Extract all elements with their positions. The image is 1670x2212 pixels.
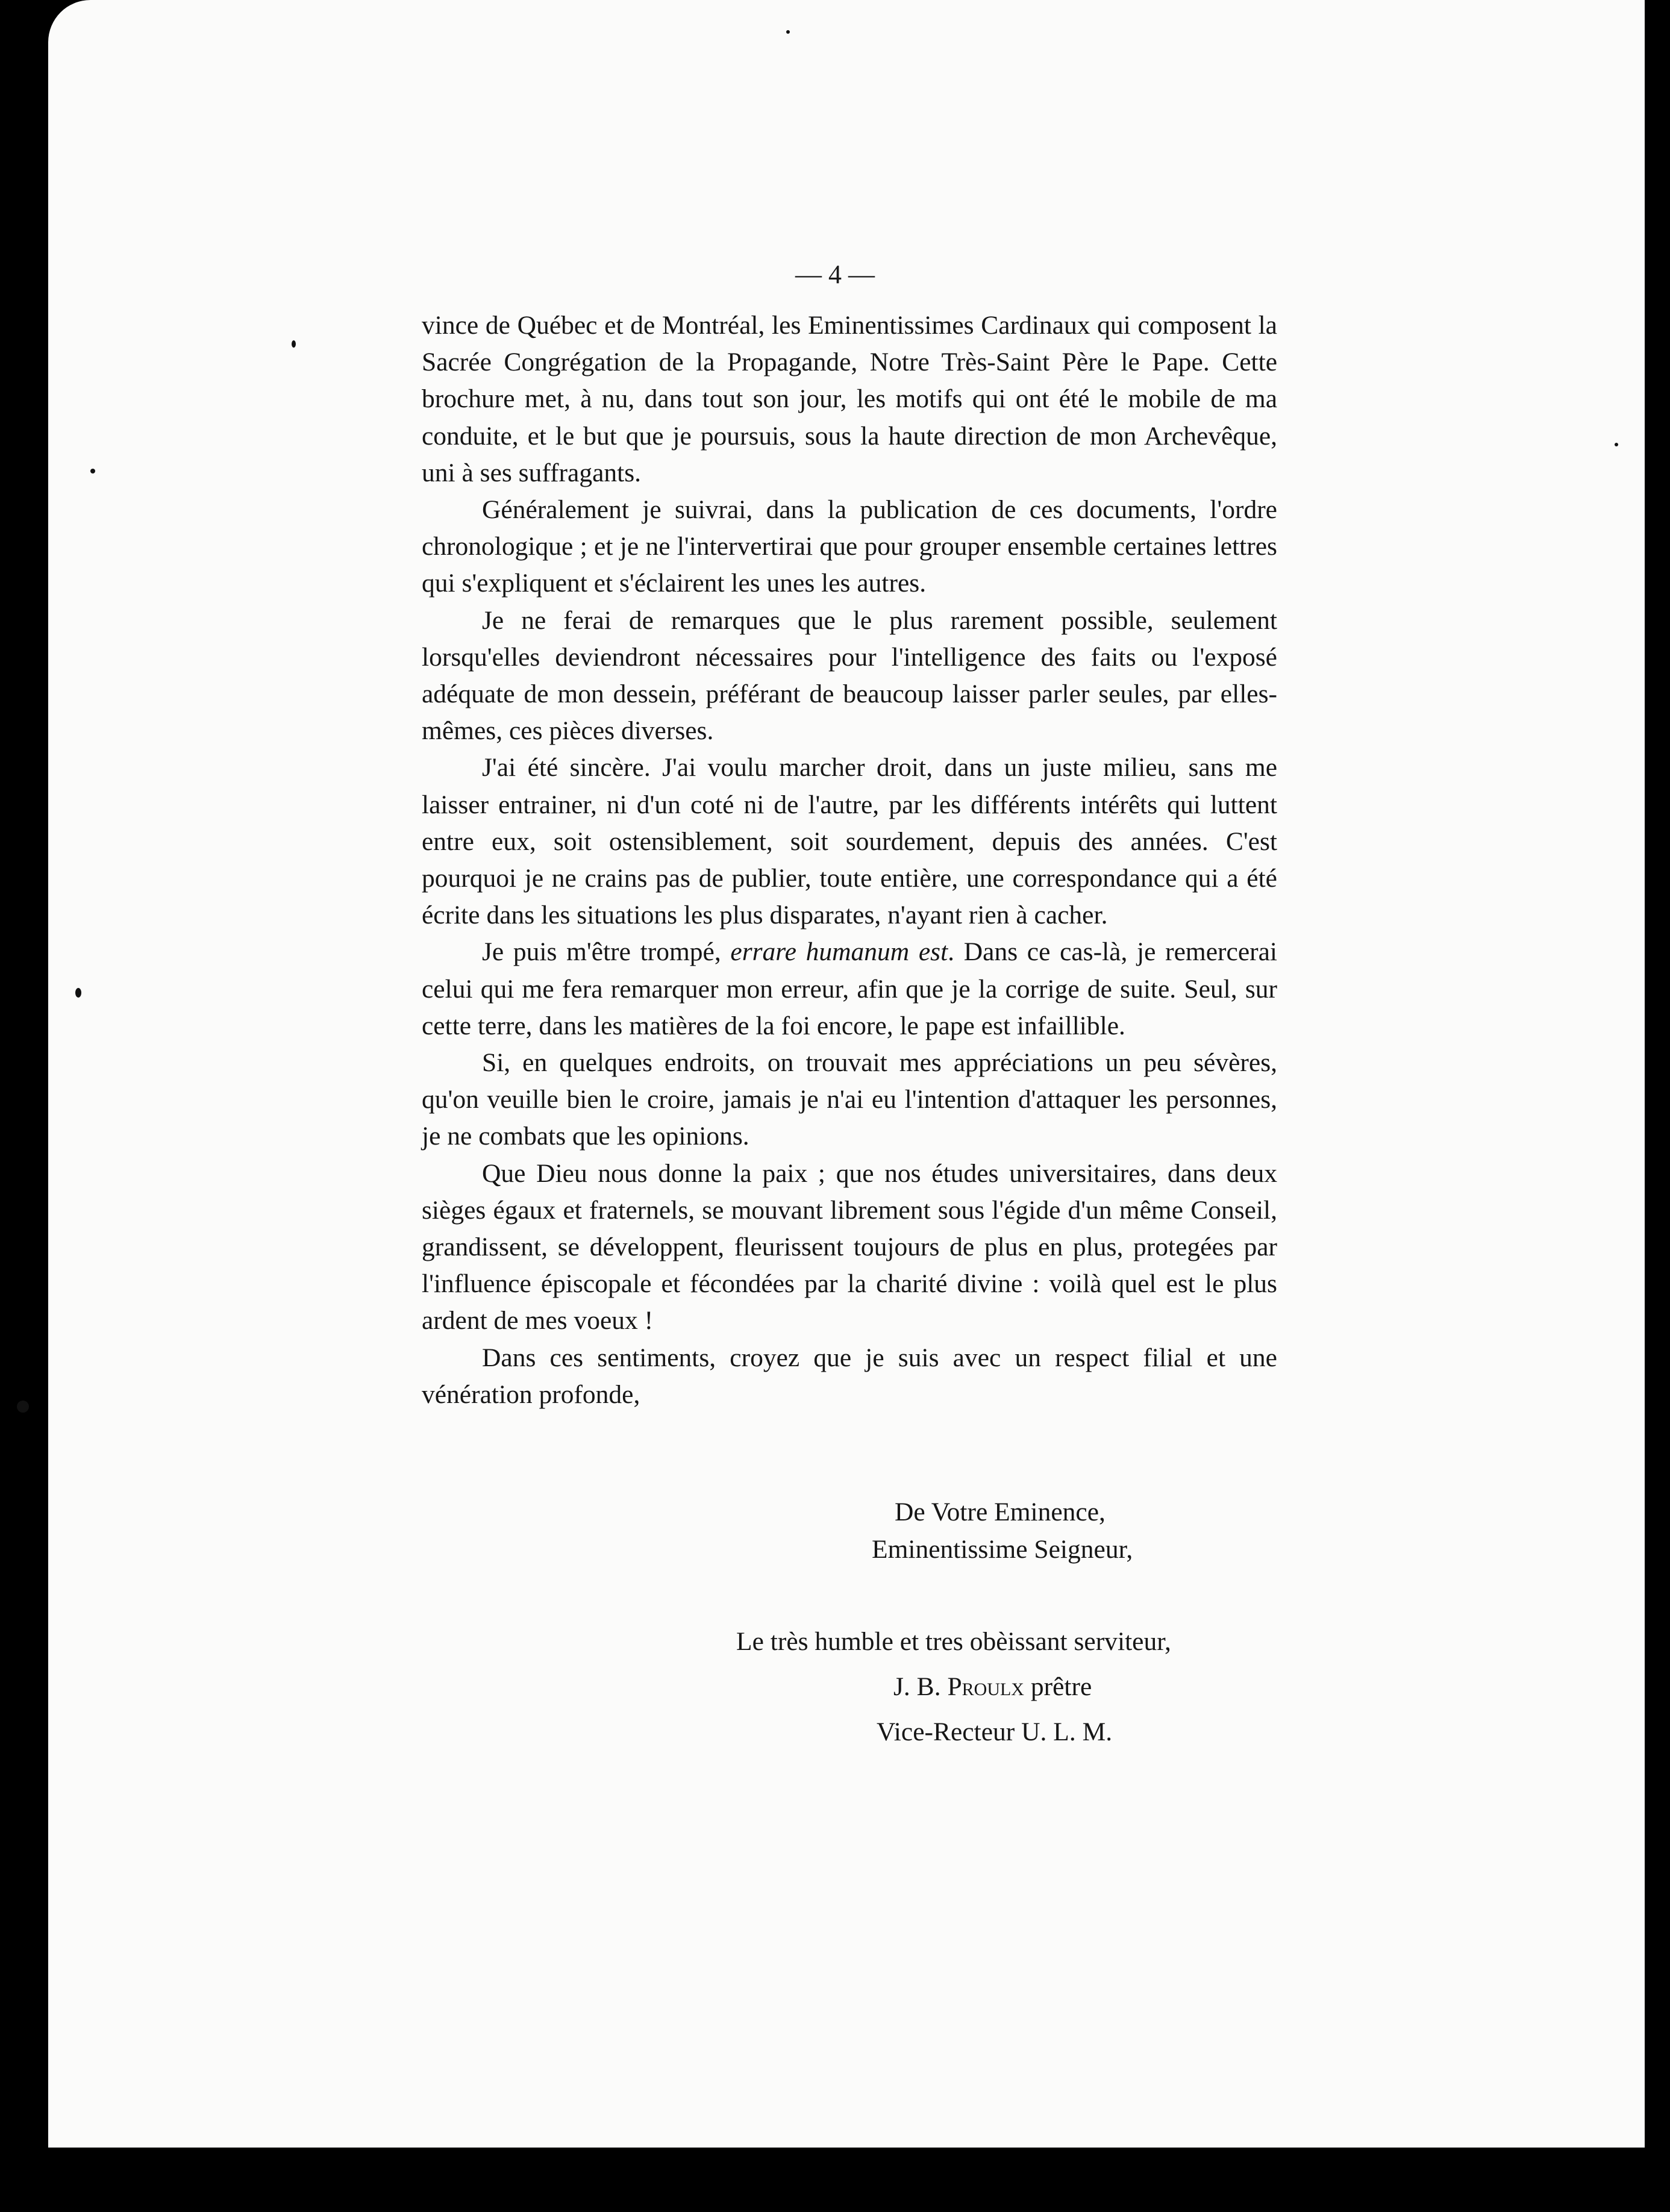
signature-title: prêtre xyxy=(1030,1672,1092,1701)
paragraph-text: vince de Québec et de Montréal, les Eminentissimes Cardinaux qui composent la Sacrée Congrégation de la Propagande, Notre Très-Saint Père le Pape. Cette brochure met, à nu, dans tout son jour, les motifs qui ont été le mobile de ma conduite, et le but que je poursuis, sous la haute direction de mon Archevêque, uni à ses suffragants. xyxy=(422,311,1277,487)
servant-line: Le très humble et tres obèissant serviteur, xyxy=(736,1627,1171,1656)
paragraph-text: . Dans ce cas-là, je remercerai celui qui me fera remarquer mon erreur, afin que je la corrige de suite. Seul, sur cette terre, dans les matières de la foi encore, le pape est infaillible. xyxy=(422,937,1278,1040)
scan-speck xyxy=(292,340,296,348)
scan-speck xyxy=(17,1401,29,1413)
paragraph xyxy=(422,934,1277,1045)
latin-phrase: errare humanum est xyxy=(730,937,948,967)
letter-body xyxy=(422,307,1277,1413)
paragraph xyxy=(422,492,1277,602)
signature xyxy=(893,1672,1092,1702)
paragraph xyxy=(422,602,1277,750)
paragraph-text: Je puis m'être trompé, xyxy=(482,937,731,967)
paragraph xyxy=(422,1340,1277,1413)
paragraph xyxy=(422,1045,1277,1155)
paragraph-text: Dans ces sentiments, croyez que je suis avec un respect filial et une vénération profonde, xyxy=(422,1343,1277,1409)
paragraph xyxy=(422,749,1277,934)
salutation-line: De Votre Eminence, xyxy=(895,1498,1106,1526)
scan-speck xyxy=(1615,443,1618,446)
signatory-position: Vice-Recteur U. L. M. xyxy=(877,1717,1113,1746)
paragraph-text: Que Dieu nous donne la paix ; que nos études universitaires, dans deux sièges égaux et fraternels, se mouvant librement sous l'égide d'un même Conseil, grandissent, se développent, fleurissent toujours de plus en plus, protegées par l'influence épiscopale et fécondées par la charité divine : voilà quel est le plus ardent de mes voeux ! xyxy=(422,1158,1277,1336)
paragraph-text: Si, en quelques endroits, on trouvait mes appréciations un peu sévères, qu'on veuille bien le croire, jamais je n'ai eu l'intention d'attaquer les personnes, je ne combats que les opinions. xyxy=(422,1048,1277,1151)
paragraph xyxy=(422,307,1277,492)
salutation-line: Eminentissime Seigneur, xyxy=(872,1535,1133,1564)
paragraph-text: J'ai été sincère. J'ai voulu marcher droit, dans un juste milieu, sans me laisser entrainer, ni d'un coté ni de l'autre, par les différents intérêts qui luttent entre eux, soit ostensiblement, soit sourdement, depuis des années. C'est pourquoi je ne crains pas de publier, toute entière, une correspondance qui a été écrite dans les situations les plus disparates, n'ayant rien à cacher. xyxy=(422,753,1277,930)
page-number: — 4 — xyxy=(795,260,875,289)
scan-speck xyxy=(75,988,81,998)
signature-initials: J. B. xyxy=(893,1672,941,1701)
paragraph-text: Généralement je suivrai, dans la publication de ces documents, l'ordre chronologique ; et je ne l'intervertirai que pour grouper ensemble certaines lettres qui s'expliquent et s'éclairent les unes les autres. xyxy=(422,495,1277,598)
scan-speck xyxy=(90,469,95,473)
signature-name: Proulx xyxy=(947,1672,1024,1701)
paragraph-text: Je ne ferai de remarques que le plus rarement possible, seulement lorsqu'elles deviendront nécessaires pour l'intelligence des faits ou l'exposé adéquate de mon dessein, préférant de beaucoup laisser parler seules, par elles-mêmes, ces pièces diverses. xyxy=(422,605,1277,746)
paragraph xyxy=(422,1155,1277,1340)
scan-speck xyxy=(786,30,790,34)
